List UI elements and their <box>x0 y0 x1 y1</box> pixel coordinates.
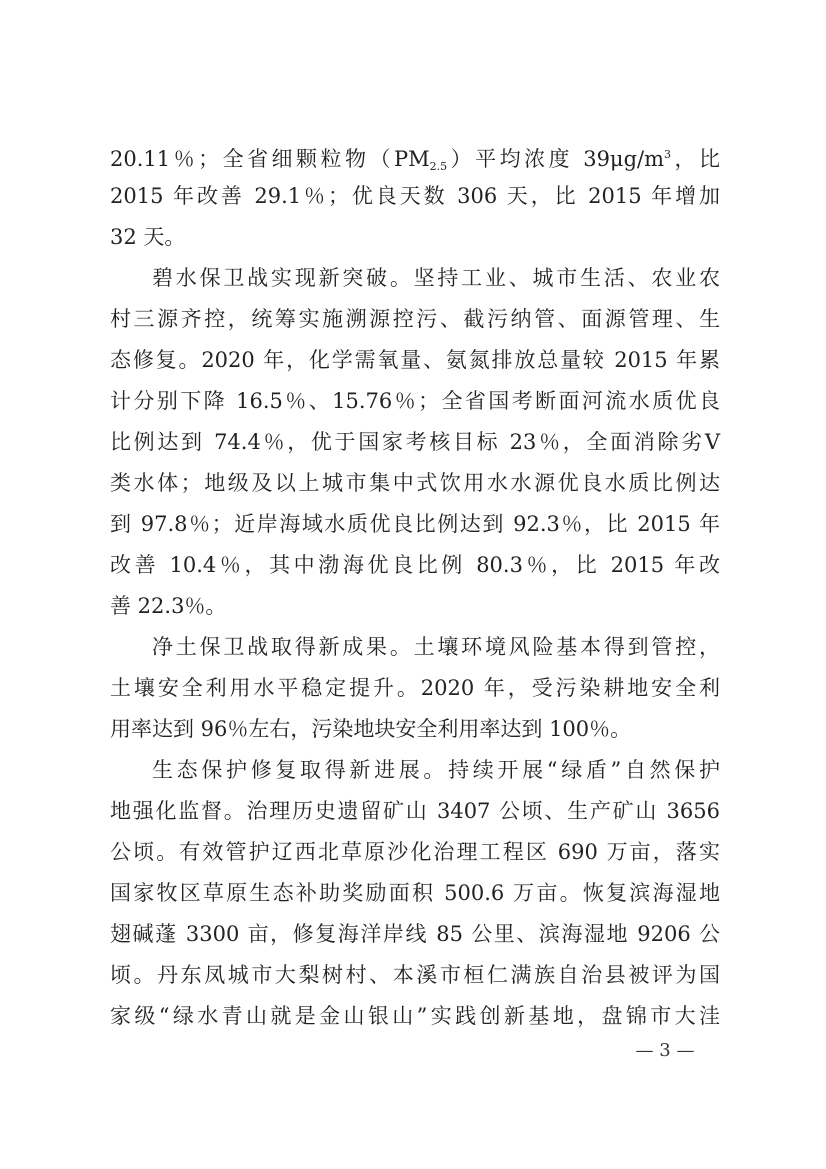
body-line-19: 国家牧区草原生态补助奖励面积 500.6 万亩。恢复滨海湿地 <box>110 881 720 905</box>
body-line-21: 顷。丹东凤城市大梨树村、本溪市桓仁满族自治县被评为国 <box>110 963 720 987</box>
body-line-10: 到 97.8％；近岸海域水质优良比例达到 92.3％，比 2015 年 <box>110 512 720 536</box>
line-1-text-a: 20.11％；全省细颗粒物（PM <box>110 147 430 171</box>
pm25-subscript: 2.5 <box>429 160 448 173</box>
body-line-7: 计分别下降 16.5％、15.76％；全省国考断面河流水质优良 <box>110 389 720 413</box>
body-line-8: 比例达到 74.4％，优于国家考核目标 23％，全面消除劣Ⅴ <box>110 430 720 454</box>
body-line-11: 改善 10.4％，其中渤海优良比例 80.3％，比 2015 年改 <box>110 553 720 577</box>
body-line-1 <box>110 140 720 182</box>
body-line-15: 用率达到 96％左右，污染地块安全利用率达到 100％。 <box>110 717 632 741</box>
body-line-17: 地强化监督。治理历史遗留矿山 3407 公顷、生产矿山 3656 <box>110 799 720 823</box>
body-line-2: 2015 年改善 29.1％；优良天数 306 天，比 2015 年增加 <box>110 184 720 208</box>
body-line-3: 32 天。 <box>110 225 186 249</box>
body-line-12: 善 22.3％。 <box>110 594 227 618</box>
cubic-superscript: 3 <box>664 148 672 161</box>
line-1-text-b: ）平均浓度 39μg/m <box>447 147 665 171</box>
body-line-20: 翅碱蓬 3300 亩，修复海洋岸线 85 公里、滨海湿地 9206 公 <box>110 922 720 946</box>
paragraph-ecology-heading: 生态保护修复取得新进展。持续开展“绿盾”自然保护 <box>152 758 720 782</box>
line-1-text-c: ，比 <box>671 147 720 171</box>
body-line-9: 类水体；地级及以上城市集中式饮用水水源优良水质比例达 <box>110 471 720 495</box>
body-line-6: 态修复。2020 年，化学需氧量、氨氮排放总量较 2015 年累 <box>110 348 720 372</box>
paragraph-soil-heading: 净土保卫战取得新成果。土壤环境风险基本得到管控， <box>152 635 720 659</box>
body-line-22: 家级“绿水青山就是金山银山”实践创新基地，盘锦市大洼 <box>110 1004 720 1028</box>
body-line-18: 公顷。有效管护辽西北草原沙化治理工程区 690 万亩，落实 <box>110 840 720 864</box>
body-line-14: 土壤安全利用水平稳定提升。2020 年，受污染耕地安全利 <box>110 676 720 700</box>
page-number: — 3 — <box>635 1040 695 1061</box>
paragraph-water-heading: 碧水保卫战实现新突破。坚持工业、城市生活、农业农 <box>152 266 720 290</box>
body-line-5: 村三源齐控，统筹实施溯源控污、截污纳管、面源管理、生 <box>110 307 720 331</box>
